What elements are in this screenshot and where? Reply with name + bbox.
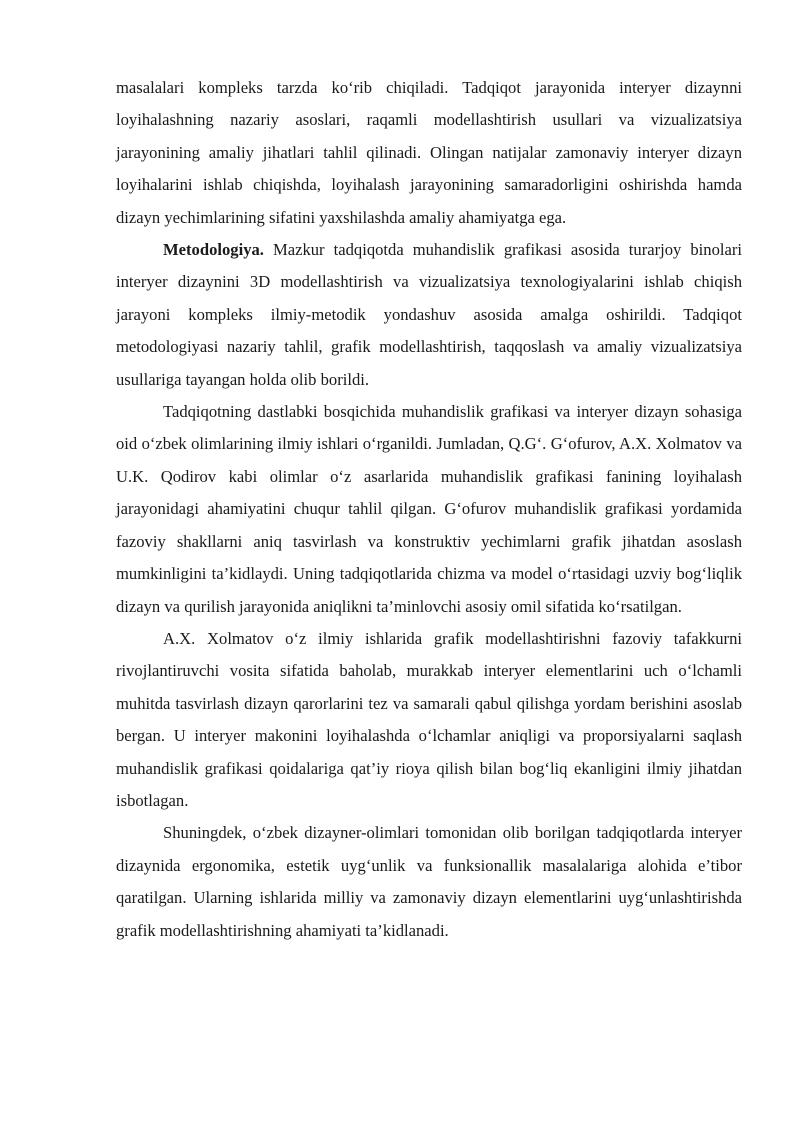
paragraph-designers bbox=[116, 817, 742, 947]
paragraph-text: A.X. Xolmatov o‘z ilmiy ishlarida grafik modellashtirishni fazoviy tafakkurni rivojlantiruvchi vosita sifatida baholab, murakkab interyer elementlarini uch o‘lchamli muhitda tasvirlash dizayn qarorlarini tez va samarali qabul qilishga yordam berishini asoslab bergan. U interyer makonini loyihalashda o‘lchamlar aniqligi va proporsiyalarni saqlash muhandislik grafikasi qoidalariga qat’iy rioya qilish bilan bog‘liq ekanligini ilmiy jihatdan isbotlagan. bbox=[116, 628, 742, 810]
paragraph-text: masalalari kompleks tarzda ko‘rib chiqiladi. Tadqiqot jarayonida interyer dizaynni loyihalashning nazariy asoslari, raqamli modellashtirish usullari va vizualizatsiya jarayonining amaliy jihatlari tahlil qilinadi. Olingan natijalar zamonaviy interyer dizayn loyihalarini ishlab chiqishda, loyihalash jarayonining samaradorligini oshirishda hamda dizayn yechimlarining sifatini yaxshilashda amaliy ahamiyatga ega. bbox=[116, 78, 742, 227]
paragraph-continuation bbox=[116, 72, 742, 234]
paragraph-literature bbox=[116, 396, 742, 623]
paragraph-xolmatov bbox=[116, 623, 742, 817]
section-heading-methodology: Metodologiya. bbox=[163, 240, 264, 260]
body-text bbox=[116, 72, 742, 947]
paragraph-text: Shuningdek, o‘zbek dizayner-olimlari tomonidan olib borilgan tadqiqotlarda interyer dizaynida ergonomika, estetik uyg‘unlik va funksionallik masalalariga alohida e’tibor qaratilgan. Ularning ishlarida milliy va zamonaviy dizayn elementlarini uyg‘unlashtirishda grafik modellashtirishning ahamiyati ta’kidlanadi. bbox=[116, 823, 742, 940]
paragraph-text: Mazkur tadqiqotda muhandislik grafikasi asosida turarjoy binolari interyer dizaynini 3D modellashtirish va vizualizatsiya texnologiyalarini ishlab chiqish jarayoni kompleks ilmiy-metodik yondashuv asosida amalga oshirildi. Tadqiqot metodologiyasi nazariy tahlil, grafik modellashtirish, taqqoslash va amaliy vizualizatsiya usullariga tayangan holda olib borildi. bbox=[116, 240, 742, 389]
paragraph-methodology bbox=[116, 234, 742, 396]
paragraph-text: Tadqiqotning dastlabki bosqichida muhandislik grafikasi va interyer dizayn sohasiga oid o‘zbek olimlarining ilmiy ishlari o‘rganildi. Jumladan, Q.G‘. G‘ofurov, A.X. Xolmatov va U.K. Qodirov kabi olimlar o‘z asarlarida muhandislik grafikasi fanining loyihalash jarayonidagi ahamiyatini chuqur tahlil qilgan. G‘ofurov muhandislik grafikasi yordamida fazoviy shakllarni aniq tasvirlash va konstruktiv yechimlarni grafik jihatdan asoslash mumkinligini ta’kidlaydi. Uning tadqiqotlarida chizma va model o‘rtasidagi uzviy bog‘liqlik dizayn va qurilish jarayonida aniqlikni ta’minlovchi asosiy omil sifatida ko‘rsatilgan. bbox=[116, 402, 742, 616]
